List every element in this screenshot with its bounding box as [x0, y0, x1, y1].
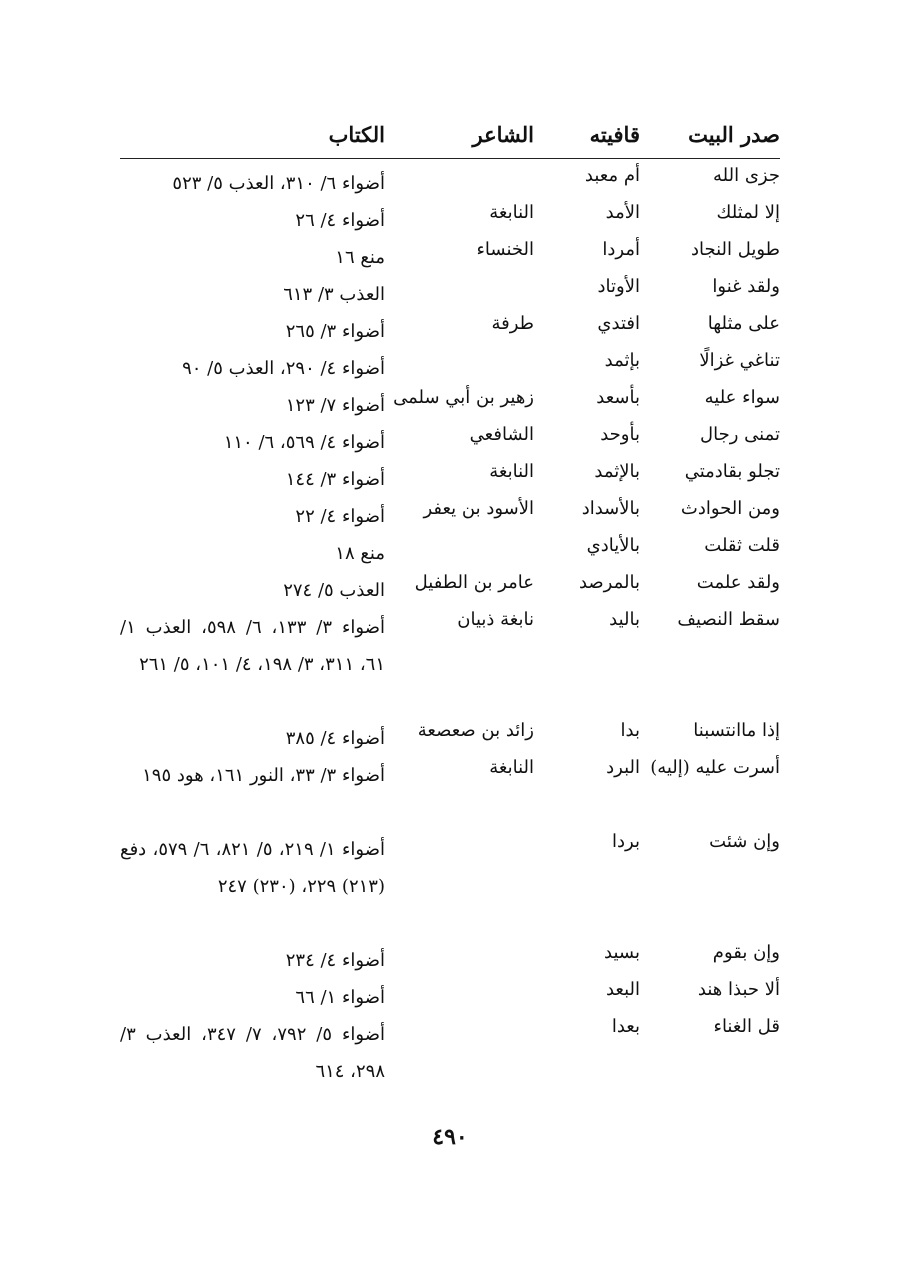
table-row [120, 942, 780, 979]
table-row [120, 979, 780, 1016]
table-row [120, 276, 780, 313]
table-row [120, 757, 780, 831]
rhyme-cell: بأوحد [600, 424, 640, 445]
table-row [120, 720, 780, 757]
verse-cell: طويل النجاد [690, 239, 780, 260]
book-cell: أضواء ٤/ ٢٢ [295, 506, 385, 527]
book-cell: منع ١٨ [335, 543, 385, 564]
table-row [120, 239, 780, 276]
verse-cell: إلا لمثلك [716, 202, 780, 223]
verse-cell: ولقد غنوا [712, 276, 780, 297]
poet-cell: الأسود بن يعفر [423, 498, 534, 519]
book-cell: أضواء ٣/ ٣٣، النور ١٦١، هود ١٩٥ [142, 765, 385, 786]
verse-cell: ومن الحوادث [680, 498, 780, 519]
table-row [120, 313, 780, 350]
header-rhyme: قافيته [589, 122, 640, 147]
rhyme-cell: بالأيادي [586, 535, 640, 556]
book-cell: أضواء ٣/ ١٤٤ [285, 469, 385, 490]
poet-cell: عامر بن الطفيل [414, 572, 534, 593]
rhyme-cell: بإثمد [604, 350, 640, 371]
table-row [120, 387, 780, 424]
book-cell: أضواء ٤/ ٢٣٤ [285, 950, 385, 971]
book-cell: أضواء ٣/ ٢٦٥ [285, 321, 385, 342]
table-row [120, 1016, 780, 1090]
poet-cell: النابغة [489, 202, 534, 223]
rhyme-cell: بردا [612, 831, 640, 852]
verse-cell: تناغي غزالًا [699, 350, 780, 371]
rhyme-cell: بسيد [604, 942, 640, 963]
table-row [120, 609, 780, 720]
verse-cell: تجلو بقادمتي [684, 461, 780, 482]
rhyme-cell: البعد [605, 979, 640, 1000]
book-cell: أضواء ٥/ ٧٩٢، ٧/ ٣٤٧، العذب ٣/ ٢٩٨، ٦١٤ [120, 1024, 385, 1082]
header-poet: الشاعر [472, 122, 534, 147]
book-cell: العذب ٣/ ٦١٣ [283, 284, 385, 305]
table-body [120, 165, 780, 1090]
verse-cell: ولقد علمت [696, 572, 780, 593]
table-row [120, 498, 780, 535]
book-cell: أضواء ٤/ ٥٦٩، ٦/ ١١٠ [223, 432, 385, 453]
verse-cell: سقط النصيف [677, 609, 780, 630]
verse-cell: جزى الله [713, 165, 780, 186]
page-number: ٤٩٠ [432, 1124, 468, 1150]
verse-cell: أسرت عليه (إليه) [650, 757, 780, 778]
poet-cell: زائد بن صعصعة [417, 720, 534, 741]
verse-cell: وإن بقوم [712, 942, 780, 963]
book-cell: أضواء ٤/ ٢٦ [295, 210, 385, 231]
verse-cell: إذا ماانتسبنا [693, 720, 780, 741]
poet-cell: نابغة ذبيان [457, 609, 534, 630]
rhyme-cell: بعدا [611, 1016, 640, 1037]
poet-cell: الخنساء [476, 239, 534, 260]
table-row [120, 202, 780, 239]
rhyme-cell: بأسعد [596, 387, 640, 408]
book-cell: أضواء ٦/ ٣١٠، العذب ٥/ ٥٢٣ [172, 173, 385, 194]
verse-index-table [120, 118, 780, 1090]
verse-cell: قل الغناء [713, 1016, 780, 1037]
book-cell: منع ١٦ [335, 247, 385, 268]
rhyme-cell: افتدي [597, 313, 640, 334]
table-header [120, 118, 780, 159]
rhyme-cell: بدا [620, 720, 640, 741]
book-cell: أضواء ٤/ ٢٩٠، العذب ٥/ ٩٠ [182, 358, 385, 379]
book-cell: أضواء ٧/ ١٢٣ [285, 395, 385, 416]
rhyme-cell: الأمد [605, 202, 640, 223]
table-row [120, 535, 780, 572]
rhyme-cell: بالمرصد [578, 572, 640, 593]
rhyme-cell: أمردا [602, 239, 640, 260]
verse-cell: ألا حبذا هند [697, 979, 780, 1000]
poet-cell: النابغة [489, 757, 534, 778]
rhyme-cell: باليد [609, 609, 640, 630]
verse-cell: تمنى رجال [700, 424, 780, 445]
table-row [120, 572, 780, 609]
book-cell: أضواء ١/ ٢١٩، ٥/ ٨٢١، ٦/ ٥٧٩، دفع (٢١٣) ٢٢٩، (٢٣٠) ٢٤٧ [120, 839, 386, 897]
poet-cell: طرفة [491, 313, 534, 334]
verse-cell: قلت ثقلت [704, 535, 780, 556]
rhyme-cell: أم معبد [584, 165, 640, 186]
verse-cell: وإن شئت [709, 831, 780, 852]
table-row [120, 424, 780, 461]
rhyme-cell: الأوتاد [597, 276, 640, 297]
poet-cell: زهير بن أبي سلمى [393, 387, 534, 408]
rhyme-cell: بالإثمد [594, 461, 640, 482]
table-row [120, 165, 780, 202]
table-row [120, 461, 780, 498]
rhyme-cell: البرد [606, 757, 640, 778]
book-cell: أضواء ٣/ ١٣٣، ٦/ ٥٩٨، العذب ١/ ٦١، ٣١١، ٣/ ١٩٨، ٤/ ١٠١، ٥/ ٢٦١ [120, 617, 385, 675]
rhyme-cell: بالأسداد [581, 498, 640, 519]
poet-cell: الشافعي [469, 424, 534, 445]
book-cell: أضواء ١/ ٦٦ [295, 987, 385, 1008]
verse-cell: سواء عليه [704, 387, 780, 408]
book-cell: أضواء ٤/ ٣٨٥ [285, 728, 385, 749]
header-verse: صدر البيت [688, 122, 780, 147]
book-cell: العذب ٥/ ٢٧٤ [283, 580, 385, 601]
poet-cell: النابغة [489, 461, 534, 482]
header-book: الكتاب [328, 122, 385, 147]
table-row [120, 831, 780, 942]
verse-cell: على مثلها [707, 313, 780, 334]
table-row [120, 350, 780, 387]
